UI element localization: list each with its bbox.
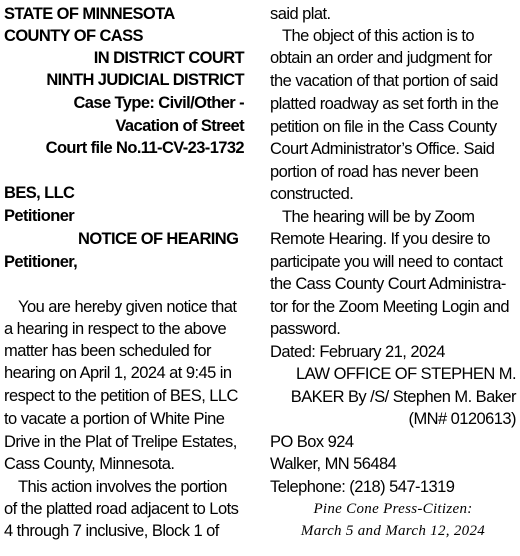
caption-court: IN DISTRICT COURT: [93, 49, 244, 67]
dated-line: Dated: February 21, 2024: [270, 343, 445, 361]
body-line: tor for the Zoom Meeting Login and: [270, 298, 510, 316]
signature-by: BAKER By /S/ Stephen M. Baker: [290, 388, 516, 406]
body-line: 4 through 7 inclusive, Block 1 of: [4, 522, 219, 540]
body-line: respect to the petition of BES, LLC: [4, 387, 238, 405]
body-line: constructed.: [270, 185, 354, 203]
caption-state: STATE OF MINNESOTA: [4, 5, 175, 23]
party-role: Petitioner: [4, 207, 75, 225]
body-line: of the platted road adjacent to Lots: [4, 500, 239, 518]
body-line: a hearing in respect to the above: [4, 320, 227, 338]
body-line: Cass County, Minnesota.: [4, 455, 175, 473]
signature-mn-number: (MN# 0120613): [408, 410, 516, 428]
body-line: said plat.: [270, 5, 331, 23]
party-role-2: Petitioner,: [4, 253, 78, 271]
body-line: the Cass County Court Administra-: [270, 275, 506, 293]
notice-title: NOTICE OF HEARING: [78, 230, 239, 248]
caption-district: NINTH JUDICIAL DISTRICT: [46, 71, 244, 89]
body-line: portion of road has never been: [270, 163, 479, 181]
address-city: Walker, MN 56484: [270, 455, 397, 473]
publication-dates: March 5 and March 12, 2024: [300, 523, 486, 539]
body-line: Remote Hearing. If you desire to: [270, 230, 490, 248]
body-line: Court Administrator’s Office. Said: [270, 140, 495, 158]
signature-firm: LAW OFFICE OF STEPHEN M.: [296, 365, 516, 383]
body-line: petition on file in the Cass County: [270, 118, 497, 136]
body-line: participate you will need to contact: [270, 253, 503, 271]
caption-file-number: Court file No.11-CV-23-1732: [45, 139, 244, 157]
body-line: obtain an order and judgment for: [270, 49, 492, 67]
body-line: This action involves the portion: [18, 478, 227, 496]
body-line: matter has been scheduled for: [4, 342, 211, 360]
caption-case-type-line-2: Vacation of Street: [115, 117, 244, 135]
body-line: the vacation of that portion of said: [270, 72, 498, 90]
caption-county: COUNTY OF CASS: [4, 27, 143, 45]
publication-paper: Pine Cone Press-Citizen:: [313, 501, 473, 517]
address-po-box: PO Box 924: [270, 433, 354, 451]
body-line: Drive in the Plat of Trelipe Estates,: [4, 433, 237, 451]
address-phone: Telephone: (218) 547-1319: [270, 478, 455, 496]
body-line: The hearing will be by Zoom: [282, 208, 475, 226]
body-line: hearing on April 1, 2024 at 9:45 in: [4, 364, 232, 382]
body-line: password.: [270, 320, 341, 338]
body-line: to vacate a portion of White Pine: [4, 410, 225, 428]
party-name: BES, LLC: [4, 184, 75, 202]
body-line: platted roadway as set forth in the: [270, 95, 499, 113]
body-line: The object of this action is to: [282, 27, 475, 45]
caption-case-type-line-1: Case Type: Civil/Other -: [73, 94, 244, 112]
body-line: You are hereby given notice that: [18, 298, 237, 316]
